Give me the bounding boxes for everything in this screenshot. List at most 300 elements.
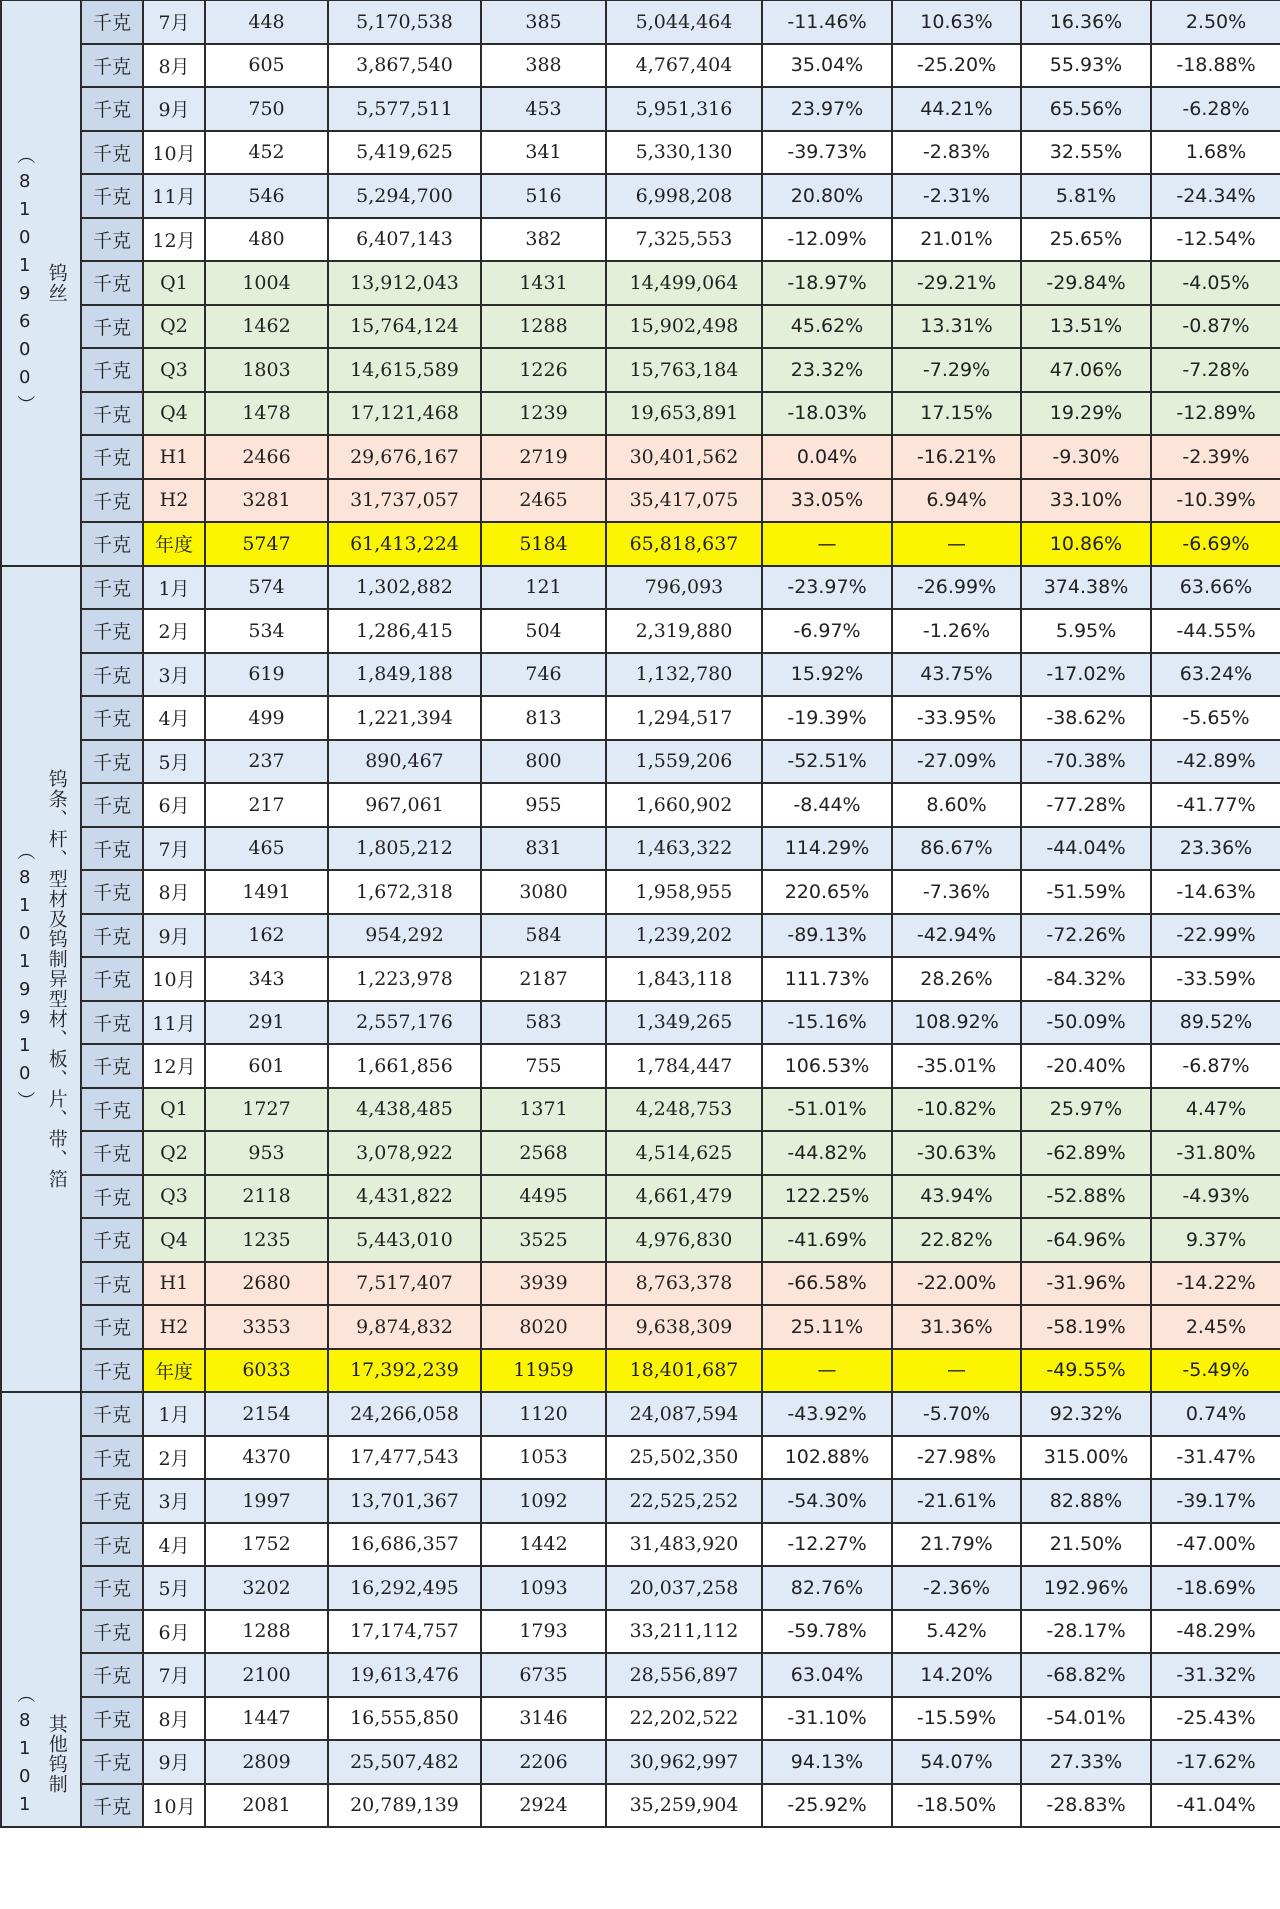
percent-cell: -29.21% — [892, 261, 1021, 305]
percent-cell: -23.97% — [762, 566, 892, 610]
unit-cell: 千克 — [81, 870, 143, 914]
unit-cell: 千克 — [81, 1523, 143, 1567]
quantity-cell: 388 — [481, 44, 606, 88]
value-cell: 4,438,485 — [328, 1088, 481, 1132]
quantity-cell: 8020 — [481, 1305, 606, 1349]
quantity-cell: 755 — [481, 1044, 606, 1088]
quantity-cell: 1226 — [481, 348, 606, 392]
period-cell: 4月 — [143, 1523, 205, 1567]
period-cell: Q4 — [143, 1218, 205, 1262]
category-code: （8101 — [14, 1685, 36, 1822]
percent-cell: -25.92% — [762, 1784, 892, 1828]
percent-cell: 111.73% — [762, 957, 892, 1001]
quantity-cell: 746 — [481, 653, 606, 697]
percent-cell: -28.17% — [1021, 1610, 1151, 1654]
percent-cell: 2.50% — [1151, 0, 1280, 44]
quantity-cell: 499 — [205, 696, 328, 740]
percent-cell: -25.43% — [1151, 1697, 1280, 1741]
quantity-cell: 534 — [205, 609, 328, 653]
value-cell: 30,401,562 — [606, 435, 762, 479]
percent-cell: -44.55% — [1151, 609, 1280, 653]
value-cell: 1,958,955 — [606, 870, 762, 914]
percent-cell: -6.69% — [1151, 522, 1280, 566]
value-cell: 65,818,637 — [606, 522, 762, 566]
percent-cell: 63.24% — [1151, 653, 1280, 697]
value-cell: 1,349,265 — [606, 1001, 762, 1045]
percent-cell: -70.38% — [1021, 740, 1151, 784]
percent-cell: 35.04% — [762, 44, 892, 88]
period-cell: 9月 — [143, 1740, 205, 1784]
value-cell: 5,577,511 — [328, 87, 481, 131]
value-cell: 5,170,538 — [328, 0, 481, 44]
value-cell: 15,902,498 — [606, 305, 762, 349]
quantity-cell: 750 — [205, 87, 328, 131]
value-cell: 16,292,495 — [328, 1566, 481, 1610]
percent-cell: 82.76% — [762, 1566, 892, 1610]
period-cell: 7月 — [143, 1653, 205, 1697]
quantity-cell: 1053 — [481, 1436, 606, 1480]
quantity-cell: 831 — [481, 827, 606, 871]
percent-cell: 122.25% — [762, 1175, 892, 1219]
quantity-cell: 217 — [205, 783, 328, 827]
percent-cell: -12.27% — [762, 1523, 892, 1567]
value-cell: 17,477,543 — [328, 1436, 481, 1480]
quantity-cell: 955 — [481, 783, 606, 827]
percent-cell: 10.86% — [1021, 522, 1151, 566]
percent-cell: 13.31% — [892, 305, 1021, 349]
period-cell: Q4 — [143, 392, 205, 436]
percent-cell: -29.84% — [1021, 261, 1151, 305]
quantity-cell: 1092 — [481, 1479, 606, 1523]
value-cell: 8,763,378 — [606, 1262, 762, 1306]
percent-cell: 28.26% — [892, 957, 1021, 1001]
percent-cell: -44.04% — [1021, 827, 1151, 871]
percent-cell: -77.28% — [1021, 783, 1151, 827]
category-cell-tungsten-wire — [1, 0, 81, 566]
quantity-cell: 1478 — [205, 392, 328, 436]
quantity-cell: 3146 — [481, 1697, 606, 1741]
quantity-cell: 584 — [481, 914, 606, 958]
value-cell: 30,962,997 — [606, 1740, 762, 1784]
quantity-cell: 385 — [481, 0, 606, 44]
quantity-cell: 2924 — [481, 1784, 606, 1828]
percent-cell: -39.17% — [1151, 1479, 1280, 1523]
percent-cell: -48.29% — [1151, 1610, 1280, 1654]
table-row — [1, 1479, 1280, 1523]
quantity-cell: 291 — [205, 1001, 328, 1045]
table-row — [1, 783, 1280, 827]
percent-cell: -50.09% — [1021, 1001, 1151, 1045]
quantity-cell: 2719 — [481, 435, 606, 479]
unit-cell: 千克 — [81, 1740, 143, 1784]
quantity-cell: 3202 — [205, 1566, 328, 1610]
period-cell: 8月 — [143, 1697, 205, 1741]
value-cell: 4,431,822 — [328, 1175, 481, 1219]
table-row — [1, 957, 1280, 1001]
percent-cell: -5.70% — [892, 1392, 1021, 1436]
value-cell: 1,805,212 — [328, 827, 481, 871]
percent-cell: -51.59% — [1021, 870, 1151, 914]
percent-cell: -41.77% — [1151, 783, 1280, 827]
percent-cell: 220.65% — [762, 870, 892, 914]
unit-cell: 千克 — [81, 1305, 143, 1349]
quantity-cell: 1442 — [481, 1523, 606, 1567]
percent-cell: -15.59% — [892, 1697, 1021, 1741]
value-cell: 1,849,188 — [328, 653, 481, 697]
value-cell: 4,514,625 — [606, 1131, 762, 1175]
percent-cell: -10.39% — [1151, 479, 1280, 523]
percent-cell: 13.51% — [1021, 305, 1151, 349]
period-cell: 5月 — [143, 1566, 205, 1610]
quantity-cell: 4370 — [205, 1436, 328, 1480]
table-row — [1, 1653, 1280, 1697]
unit-cell: 千克 — [81, 1175, 143, 1219]
percent-cell: -11.46% — [762, 0, 892, 44]
value-cell: 25,502,350 — [606, 1436, 762, 1480]
quantity-cell: 1752 — [205, 1523, 328, 1567]
percent-cell: — — [892, 522, 1021, 566]
percent-cell: -2.39% — [1151, 435, 1280, 479]
table-row — [1, 435, 1280, 479]
table-row — [1, 566, 1280, 610]
table-row — [1, 1392, 1280, 1436]
value-cell: 1,660,902 — [606, 783, 762, 827]
percent-cell: -18.88% — [1151, 44, 1280, 88]
value-cell: 14,615,589 — [328, 348, 481, 392]
unit-cell: 千克 — [81, 1088, 143, 1132]
value-cell: 4,976,830 — [606, 1218, 762, 1262]
quantity-cell: 4495 — [481, 1175, 606, 1219]
percent-cell: -6.28% — [1151, 87, 1280, 131]
percent-cell: -30.63% — [892, 1131, 1021, 1175]
percent-cell: 45.62% — [762, 305, 892, 349]
table-row — [1, 1740, 1280, 1784]
percent-cell: -19.39% — [762, 696, 892, 740]
category-label: 钨条、杆、型材及钨制异型材、板、片、带、箔 — [45, 768, 68, 1189]
value-cell: 20,789,139 — [328, 1784, 481, 1828]
percent-cell: 94.13% — [762, 1740, 892, 1784]
table-row — [1, 261, 1280, 305]
table-row — [1, 1349, 1280, 1393]
value-cell: 954,292 — [328, 914, 481, 958]
unit-cell: 千克 — [81, 174, 143, 218]
percent-cell: -8.44% — [762, 783, 892, 827]
percent-cell: -58.19% — [1021, 1305, 1151, 1349]
value-cell: 6,998,208 — [606, 174, 762, 218]
percent-cell: -33.95% — [892, 696, 1021, 740]
percent-cell: -84.32% — [1021, 957, 1151, 1001]
period-cell: 7月 — [143, 827, 205, 871]
table-row — [1, 1088, 1280, 1132]
quantity-cell: 2154 — [205, 1392, 328, 1436]
value-cell: 890,467 — [328, 740, 481, 784]
quantity-cell: 601 — [205, 1044, 328, 1088]
percent-cell: 10.63% — [892, 0, 1021, 44]
quantity-cell: 2809 — [205, 1740, 328, 1784]
percent-cell: -18.50% — [892, 1784, 1021, 1828]
quantity-cell: 1462 — [205, 305, 328, 349]
percent-cell: -41.69% — [762, 1218, 892, 1262]
unit-cell: 千克 — [81, 0, 143, 44]
quantity-cell: 574 — [205, 566, 328, 610]
quantity-cell: 1235 — [205, 1218, 328, 1262]
unit-cell: 千克 — [81, 131, 143, 175]
unit-cell: 千克 — [81, 392, 143, 436]
unit-cell: 千克 — [81, 87, 143, 131]
unit-cell: 千克 — [81, 1218, 143, 1262]
period-cell: 11月 — [143, 174, 205, 218]
percent-cell: -42.89% — [1151, 740, 1280, 784]
quantity-cell: 6735 — [481, 1653, 606, 1697]
table-row — [1, 131, 1280, 175]
percent-cell: — — [762, 522, 892, 566]
value-cell: 796,093 — [606, 566, 762, 610]
percent-cell: -1.26% — [892, 609, 1021, 653]
table-row — [1, 305, 1280, 349]
percent-cell: 25.65% — [1021, 218, 1151, 262]
percent-cell: 16.36% — [1021, 0, 1151, 44]
percent-cell: 6.94% — [892, 479, 1021, 523]
percent-cell: -28.83% — [1021, 1784, 1151, 1828]
unit-cell: 千克 — [81, 1653, 143, 1697]
value-cell: 1,239,202 — [606, 914, 762, 958]
period-cell: Q1 — [143, 261, 205, 305]
percent-cell: -31.32% — [1151, 1653, 1280, 1697]
quantity-cell: 452 — [205, 131, 328, 175]
percent-cell: -31.96% — [1021, 1262, 1151, 1306]
value-cell: 1,672,318 — [328, 870, 481, 914]
unit-cell: 千克 — [81, 348, 143, 392]
quantity-cell: 504 — [481, 609, 606, 653]
table-body — [1, 0, 1280, 1827]
period-cell: 9月 — [143, 914, 205, 958]
percent-cell: -16.21% — [892, 435, 1021, 479]
value-cell: 3,078,922 — [328, 1131, 481, 1175]
value-cell: 9,874,832 — [328, 1305, 481, 1349]
value-cell: 5,044,464 — [606, 0, 762, 44]
value-cell: 19,653,891 — [606, 392, 762, 436]
period-cell: 1月 — [143, 566, 205, 610]
quantity-cell: 516 — [481, 174, 606, 218]
value-cell: 1,559,206 — [606, 740, 762, 784]
percent-cell: -41.04% — [1151, 1784, 1280, 1828]
value-cell: 16,686,357 — [328, 1523, 481, 1567]
percent-cell: -15.16% — [762, 1001, 892, 1045]
value-cell: 17,121,468 — [328, 392, 481, 436]
category-label: 钨丝 — [45, 262, 68, 303]
period-cell: H1 — [143, 1262, 205, 1306]
quantity-cell: 2187 — [481, 957, 606, 1001]
table-row — [1, 696, 1280, 740]
percent-cell: 63.66% — [1151, 566, 1280, 610]
percent-cell: -14.22% — [1151, 1262, 1280, 1306]
period-cell: 12月 — [143, 1044, 205, 1088]
table-row — [1, 1044, 1280, 1088]
table-row — [1, 0, 1280, 44]
table-row — [1, 1784, 1280, 1828]
value-cell: 24,087,594 — [606, 1392, 762, 1436]
percent-cell: -42.94% — [892, 914, 1021, 958]
value-cell: 13,701,367 — [328, 1479, 481, 1523]
value-cell: 5,443,010 — [328, 1218, 481, 1262]
value-cell: 20,037,258 — [606, 1566, 762, 1610]
table-row — [1, 609, 1280, 653]
unit-cell: 千克 — [81, 1610, 143, 1654]
unit-cell: 千克 — [81, 479, 143, 523]
percent-cell: 9.37% — [1151, 1218, 1280, 1262]
unit-cell: 千克 — [81, 827, 143, 871]
quantity-cell: 480 — [205, 218, 328, 262]
table-row — [1, 44, 1280, 88]
percent-cell: -59.78% — [762, 1610, 892, 1654]
percent-cell: -89.13% — [762, 914, 892, 958]
quantity-cell: 1793 — [481, 1610, 606, 1654]
percent-cell: 47.06% — [1021, 348, 1151, 392]
percent-cell: 33.05% — [762, 479, 892, 523]
table-row — [1, 1262, 1280, 1306]
value-cell: 17,392,239 — [328, 1349, 481, 1393]
table-row — [1, 1175, 1280, 1219]
quantity-cell: 1120 — [481, 1392, 606, 1436]
period-cell: 年度 — [143, 1349, 205, 1393]
table-row — [1, 1566, 1280, 1610]
percent-cell: -68.82% — [1021, 1653, 1151, 1697]
percent-cell: 86.67% — [892, 827, 1021, 871]
category-code: （81019600） — [14, 145, 36, 420]
percent-cell: -10.82% — [892, 1088, 1021, 1132]
percent-cell: 0.74% — [1151, 1392, 1280, 1436]
percent-cell: 25.97% — [1021, 1088, 1151, 1132]
percent-cell: 89.52% — [1151, 1001, 1280, 1045]
table-row — [1, 522, 1280, 566]
percent-cell: -43.92% — [762, 1392, 892, 1436]
table-row — [1, 1131, 1280, 1175]
period-cell: H2 — [143, 1305, 205, 1349]
percent-cell: -39.73% — [762, 131, 892, 175]
unit-cell: 千克 — [81, 653, 143, 697]
value-cell: 967,061 — [328, 783, 481, 827]
percent-cell: -52.51% — [762, 740, 892, 784]
unit-cell: 千克 — [81, 1262, 143, 1306]
percent-cell: -54.30% — [762, 1479, 892, 1523]
quantity-cell: 1004 — [205, 261, 328, 305]
percent-cell: -9.30% — [1021, 435, 1151, 479]
percent-cell: -2.83% — [892, 131, 1021, 175]
percent-cell: 2.45% — [1151, 1305, 1280, 1349]
value-cell: 6,407,143 — [328, 218, 481, 262]
period-cell: H2 — [143, 479, 205, 523]
percent-cell: -18.03% — [762, 392, 892, 436]
value-cell: 5,951,316 — [606, 87, 762, 131]
quantity-cell: 1239 — [481, 392, 606, 436]
value-cell: 2,557,176 — [328, 1001, 481, 1045]
period-cell: Q2 — [143, 1131, 205, 1175]
unit-cell: 千克 — [81, 522, 143, 566]
percent-cell: 55.93% — [1021, 44, 1151, 88]
quantity-cell: 1288 — [205, 1610, 328, 1654]
period-cell: 12月 — [143, 218, 205, 262]
percent-cell: -17.02% — [1021, 653, 1151, 697]
value-cell: 1,843,118 — [606, 957, 762, 1001]
quantity-cell: 1727 — [205, 1088, 328, 1132]
table-row — [1, 914, 1280, 958]
quantity-cell: 3525 — [481, 1218, 606, 1262]
category-label: 其他钨制 — [45, 1713, 68, 1794]
percent-cell: -54.01% — [1021, 1697, 1151, 1741]
percent-cell: 27.33% — [1021, 1740, 1151, 1784]
value-cell: 2,319,880 — [606, 609, 762, 653]
percent-cell: -44.82% — [762, 1131, 892, 1175]
table-row — [1, 1436, 1280, 1480]
percent-cell: -6.87% — [1151, 1044, 1280, 1088]
percent-cell: -4.05% — [1151, 261, 1280, 305]
table-row — [1, 392, 1280, 436]
table-row — [1, 1001, 1280, 1045]
percent-cell: 43.75% — [892, 653, 1021, 697]
percent-cell: -25.20% — [892, 44, 1021, 88]
percent-cell: 65.56% — [1021, 87, 1151, 131]
percent-cell: -0.87% — [1151, 305, 1280, 349]
unit-cell: 千克 — [81, 740, 143, 784]
percent-cell: 25.11% — [762, 1305, 892, 1349]
value-cell: 15,764,124 — [328, 305, 481, 349]
quantity-cell: 237 — [205, 740, 328, 784]
unit-cell: 千克 — [81, 1001, 143, 1045]
quantity-cell: 800 — [481, 740, 606, 784]
value-cell: 5,419,625 — [328, 131, 481, 175]
percent-cell: 23.32% — [762, 348, 892, 392]
quantity-cell: 2465 — [481, 479, 606, 523]
value-cell: 22,202,522 — [606, 1697, 762, 1741]
quantity-cell: 2206 — [481, 1740, 606, 1784]
quantity-cell: 2680 — [205, 1262, 328, 1306]
table-row — [1, 87, 1280, 131]
percent-cell: -31.80% — [1151, 1131, 1280, 1175]
percent-cell: 63.04% — [762, 1653, 892, 1697]
percent-cell: 5.42% — [892, 1610, 1021, 1654]
percent-cell: -20.40% — [1021, 1044, 1151, 1088]
quantity-cell: 453 — [481, 87, 606, 131]
period-cell: 3月 — [143, 1479, 205, 1523]
percent-cell: 17.15% — [892, 392, 1021, 436]
value-cell: 1,223,978 — [328, 957, 481, 1001]
percent-cell: -12.89% — [1151, 392, 1280, 436]
percent-cell: 33.10% — [1021, 479, 1151, 523]
period-cell: 1月 — [143, 1392, 205, 1436]
value-cell: 3,867,540 — [328, 44, 481, 88]
percent-cell: 43.94% — [892, 1175, 1021, 1219]
value-cell: 29,676,167 — [328, 435, 481, 479]
percent-cell: -14.63% — [1151, 870, 1280, 914]
table-row — [1, 870, 1280, 914]
value-cell: 22,525,252 — [606, 1479, 762, 1523]
value-cell: 17,174,757 — [328, 1610, 481, 1654]
percent-cell: -7.29% — [892, 348, 1021, 392]
percent-cell: -49.55% — [1021, 1349, 1151, 1393]
quantity-cell: 3939 — [481, 1262, 606, 1306]
unit-cell: 千克 — [81, 1349, 143, 1393]
percent-cell: -62.89% — [1021, 1131, 1151, 1175]
period-cell: 6月 — [143, 783, 205, 827]
percent-cell: 5.81% — [1021, 174, 1151, 218]
percent-cell: -22.99% — [1151, 914, 1280, 958]
percent-cell: -5.65% — [1151, 696, 1280, 740]
percent-cell: 32.55% — [1021, 131, 1151, 175]
percent-cell: -24.34% — [1151, 174, 1280, 218]
percent-cell: -27.09% — [892, 740, 1021, 784]
value-cell: 15,763,184 — [606, 348, 762, 392]
unit-cell: 千克 — [81, 305, 143, 349]
